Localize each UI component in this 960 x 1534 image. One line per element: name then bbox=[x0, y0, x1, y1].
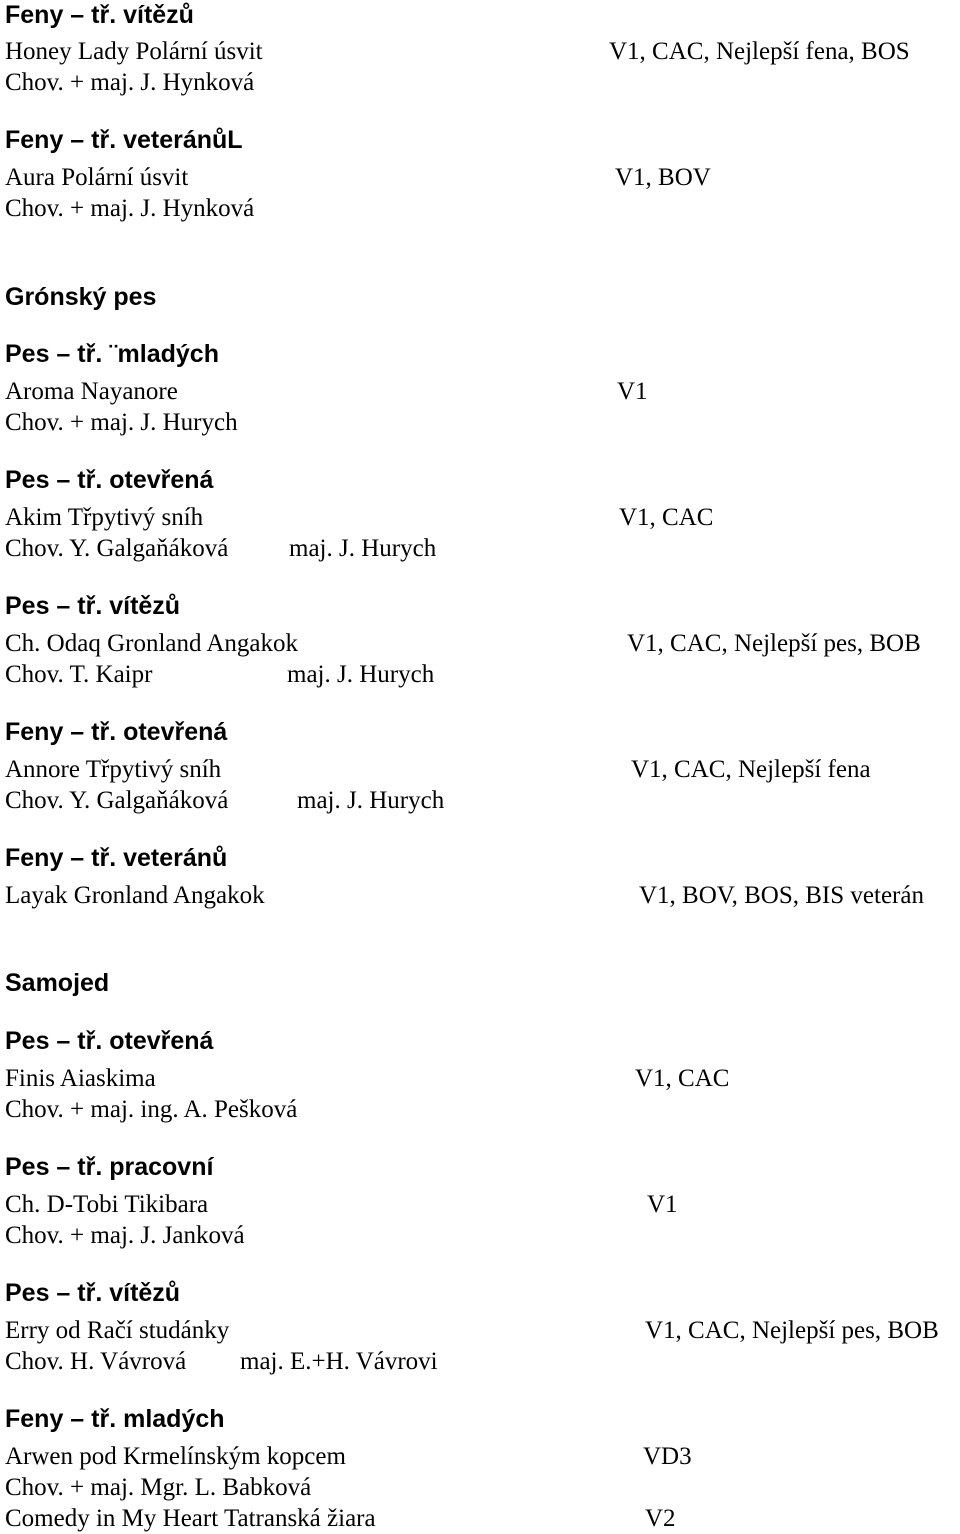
breed-heading: Grónský pes bbox=[5, 283, 157, 311]
result: V1, CAC, Nejlepší pes, BOB bbox=[645, 1317, 939, 1344]
class-heading: Pes – tř. vítězů bbox=[5, 592, 181, 620]
breeder-owner: Chov. + maj. J. Hynková bbox=[5, 195, 255, 222]
result: V1 bbox=[617, 378, 648, 405]
class-heading: Pes – tř. otevřená bbox=[5, 466, 214, 494]
result: V1, CAC, Nejlepší fena bbox=[631, 756, 871, 783]
dog-name: Arwen pod Krmelínským kopcem bbox=[5, 1443, 346, 1470]
breeder-owner: Chov. + maj. ing. A. Pešková bbox=[5, 1096, 298, 1123]
class-heading: Feny – tř. vítězů bbox=[5, 1, 194, 29]
class-heading: Feny – tř. veteránů bbox=[5, 844, 228, 872]
class-heading: Pes – tř. vítězů bbox=[5, 1279, 181, 1307]
result: V2 bbox=[645, 1505, 676, 1532]
class-heading: Pes – tř. pracovní bbox=[5, 1153, 214, 1181]
result: V1, CAC, Nejlepší pes, BOB bbox=[627, 630, 921, 657]
owner: maj. E.+H. Vávrovi bbox=[240, 1348, 438, 1375]
dog-name: Ch. D-Tobi Tikibara bbox=[5, 1191, 209, 1218]
breeder: Chov. Y. Galgaňáková bbox=[5, 535, 229, 562]
class-heading: Pes – tř. ¨mladých bbox=[5, 340, 219, 368]
dog-name: Comedy in My Heart Tatranská žiara bbox=[5, 1505, 376, 1532]
class-heading: Feny – tř. otevřená bbox=[5, 718, 228, 746]
result: V1, BOV bbox=[615, 164, 711, 191]
breeder-owner: Chov. + maj. J. Hynková bbox=[5, 69, 255, 96]
breeder: Chov. T. Kaipr bbox=[5, 661, 153, 688]
breeder: Chov. Y. Galgaňáková bbox=[5, 787, 229, 814]
breeder-owner: Chov. + maj. J. Hurych bbox=[5, 409, 238, 436]
class-heading: Pes – tř. otevřená bbox=[5, 1027, 214, 1055]
dog-name: Finis Aiaskima bbox=[5, 1065, 156, 1092]
result: V1, CAC bbox=[619, 504, 714, 531]
breeder-owner: Chov. + maj. Mgr. L. Babková bbox=[5, 1474, 312, 1501]
breeder-owner: Chov. + maj. J. Janková bbox=[5, 1222, 245, 1249]
owner: maj. J. Hurych bbox=[289, 535, 437, 562]
result: V1 bbox=[647, 1191, 678, 1218]
result: V1, BOV, BOS, BIS veterán bbox=[639, 882, 924, 909]
result: V1, CAC, Nejlepší fena, BOS bbox=[609, 38, 910, 65]
result: VD3 bbox=[643, 1443, 692, 1470]
owner: maj. J. Hurych bbox=[297, 787, 445, 814]
dog-name: Layak Gronland Angakok bbox=[5, 882, 265, 909]
breeder: Chov. H. Vávrová bbox=[5, 1348, 187, 1375]
dog-name: Akim Třpytivý sníh bbox=[5, 504, 204, 531]
dog-name: Annore Třpytivý sníh bbox=[5, 756, 222, 783]
dog-name: Erry od Račí studánky bbox=[5, 1317, 230, 1344]
dog-name: Aura Polární úsvit bbox=[5, 164, 189, 191]
class-heading: Feny – tř. mladých bbox=[5, 1405, 225, 1433]
dog-name: Honey Lady Polární úsvit bbox=[5, 38, 263, 65]
class-heading: Feny – tř. veteránůL bbox=[5, 126, 243, 154]
result: V1, CAC bbox=[635, 1065, 730, 1092]
dog-name: Aroma Nayanore bbox=[5, 378, 178, 405]
owner: maj. J. Hurych bbox=[287, 661, 435, 688]
breed-heading: Samojed bbox=[5, 969, 110, 997]
dog-name: Ch. Odaq Gronland Angakok bbox=[5, 630, 299, 657]
